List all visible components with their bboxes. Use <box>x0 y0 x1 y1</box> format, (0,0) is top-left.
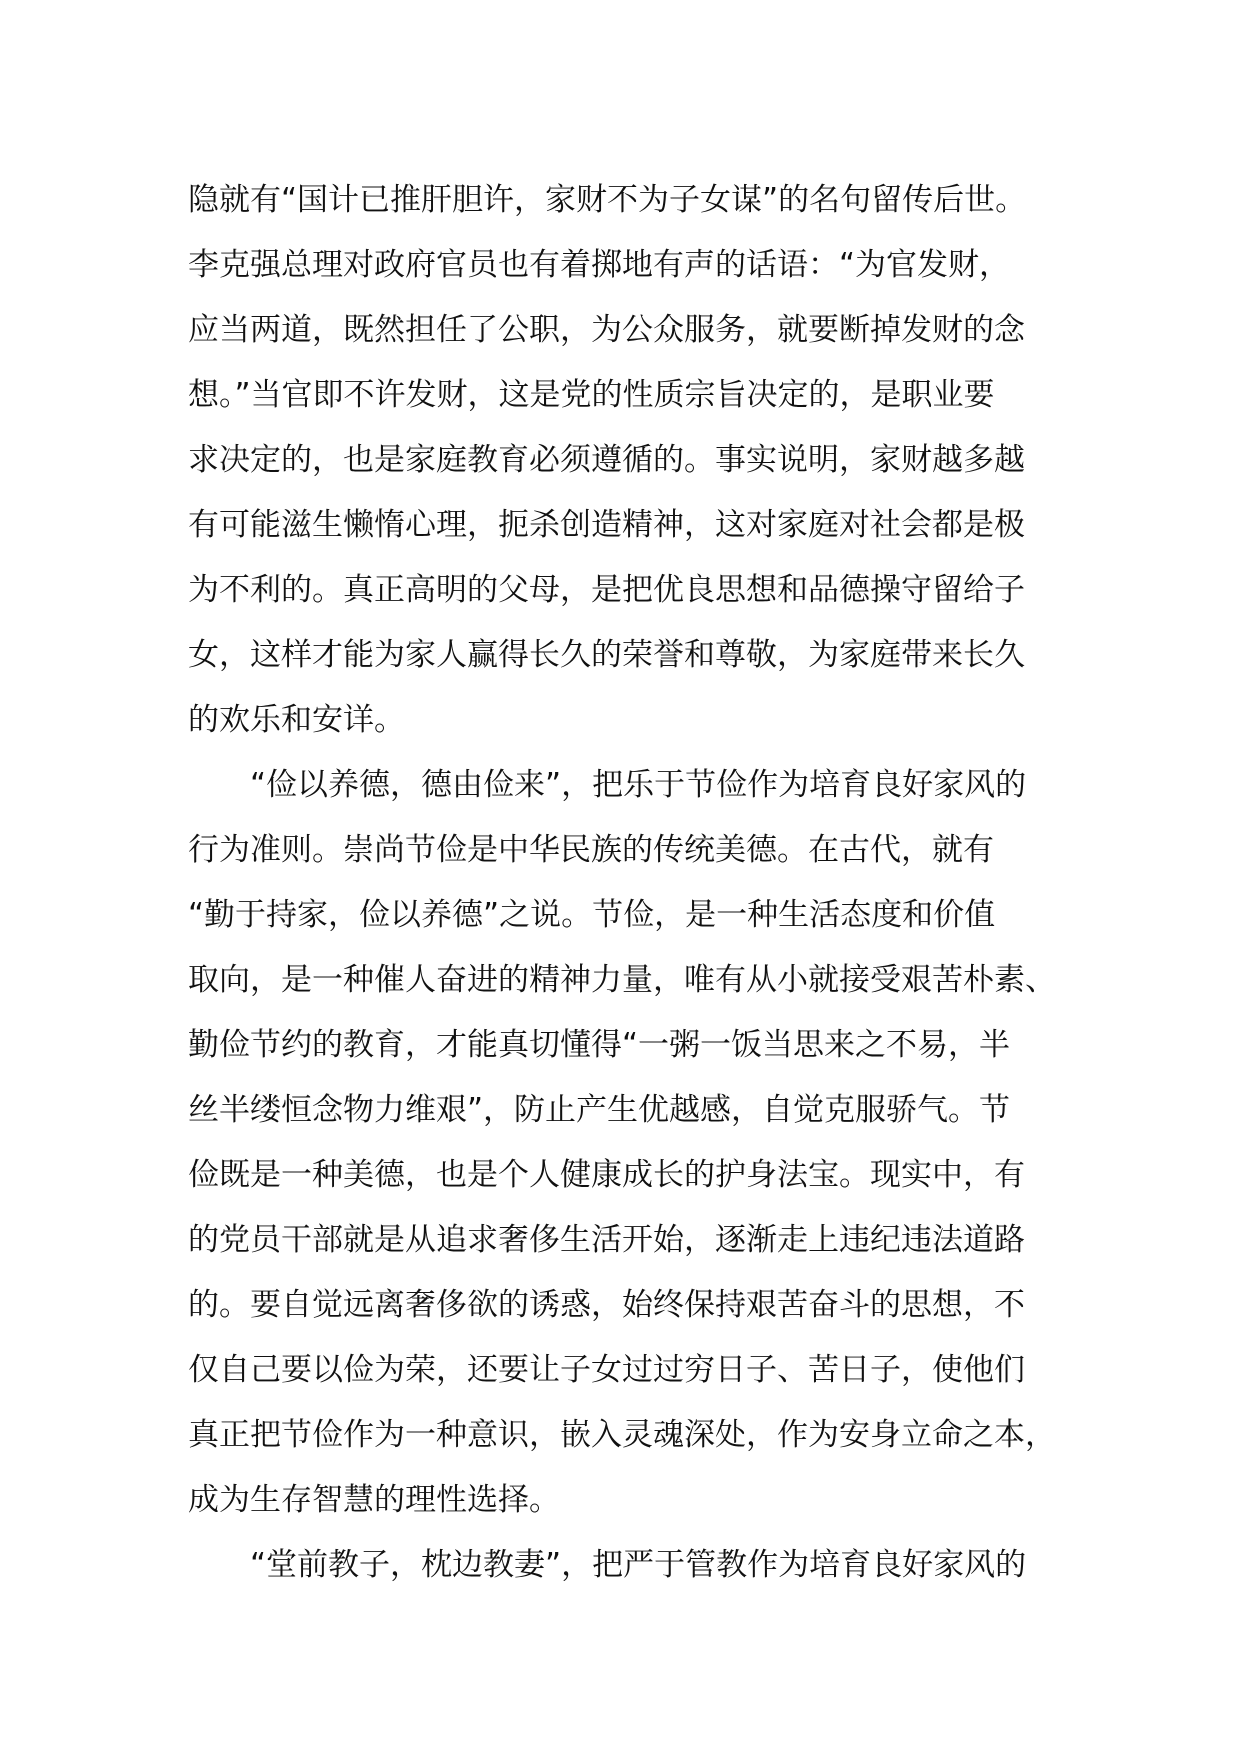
text-line-10: “俭以养德，德由俭来”，把乐于节俭作为培育良好家风的 <box>250 767 1027 803</box>
text-line-13: 取向，是一种催人奋进的精神力量，唯有从小就接受艰苦朴素、 <box>188 962 1056 998</box>
text-line-5: 求决定的，也是家庭教育必须遵循的。事实说明，家财越多越 <box>188 442 1025 478</box>
text-line-19: 仅自己要以俭为荣，还要让子女过过穷日子、苦日子，使他们 <box>188 1352 1025 1388</box>
text-line-11: 行为准则。崇尚节俭是中华民族的传统美德。在古代，就有 <box>188 832 994 868</box>
text-line-17: 的党员干部就是从追求奢侈生活开始，逐渐走上违纪违法道路 <box>188 1222 1025 1258</box>
text-line-6: 有可能滋生懒惰心理，扼杀创造精神，这对家庭对社会都是极 <box>188 507 1025 543</box>
text-line-3: 应当两道，既然担任了公职，为公众服务，就要断掉发财的念 <box>188 312 1025 348</box>
text-line-4: 想。”当官即不许发财，这是党的性质宗旨决定的，是职业要 <box>188 377 995 413</box>
text-line-15: 丝半缕恒念物力维艰”，防止产生优越感，自觉克服骄气。节 <box>188 1092 1011 1128</box>
text-line-2: 李克强总理对政府官员也有着掷地有声的话语：“为官发财， <box>188 247 1011 283</box>
text-line-9: 的欢乐和安详。 <box>188 702 405 738</box>
text-line-14: 勤俭节约的教育，才能真切懂得“一粥一饭当思来之不易，半 <box>188 1027 1011 1063</box>
text-line-7: 为不利的。真正高明的父母，是把优良思想和品德操守留给子 <box>188 572 1025 608</box>
text-line-8: 女，这样才能为家人赢得长久的荣誉和尊敬，为家庭带来长久 <box>188 637 1025 673</box>
text-line-1: 隐就有“国计已推肝胆许，家财不为子女谋”的名句留传后世。 <box>188 182 1027 218</box>
body-text <box>188 168 1088 1598</box>
text-line-16: 俭既是一种美德，也是个人健康成长的护身法宝。现实中，有 <box>188 1157 1025 1193</box>
text-line-18: 的。要自觉远离奢侈欲的诱惑，始终保持艰苦奋斗的思想，不 <box>188 1287 1025 1323</box>
text-line-21: 成为生存智慧的理性选择。 <box>188 1482 560 1518</box>
text-line-20: 真正把节俭作为一种意识，嵌入灵魂深处，作为安身立命之本， <box>188 1417 1056 1453</box>
text-line-12: “勤于持家，俭以养德”之说。节俭，是一种生活态度和价值 <box>188 897 996 933</box>
text-line-22: “堂前教子，枕边教妻”，把严于管教作为培育良好家风的 <box>250 1547 1027 1583</box>
